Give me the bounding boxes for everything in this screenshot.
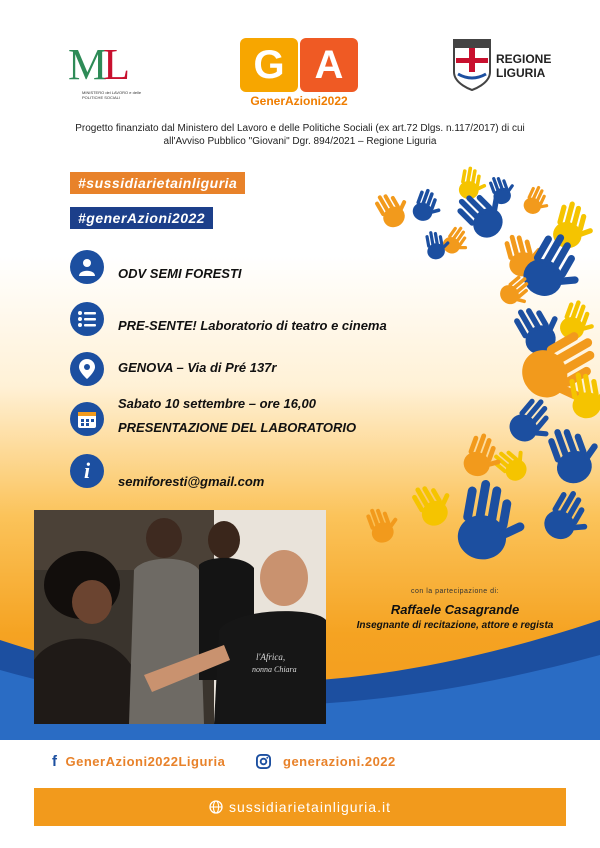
organization-name: ODV SEMI FORESTI bbox=[118, 266, 242, 281]
hashtag-generazioni: #generAzioni2022 bbox=[70, 207, 213, 229]
event-title: PRE-SENTE! Laboratorio di teatro e cinema bbox=[118, 318, 387, 333]
photo-scene bbox=[34, 510, 326, 724]
ministry-logo-caption: MINISTERO del LAVORO e delle POLITICHE SOCIALI bbox=[82, 90, 142, 100]
regione-liguria-logo bbox=[452, 38, 562, 94]
contact-email[interactable]: semiforesti@gmail.com bbox=[118, 474, 265, 489]
funding-note bbox=[60, 122, 540, 148]
hashtag-sussidiarieta: #sussidiarietainliguria bbox=[70, 172, 245, 194]
location-pin-icon bbox=[70, 352, 104, 386]
event-photo bbox=[34, 510, 326, 724]
ministry-logo-letters: ML bbox=[68, 40, 127, 89]
user-icon bbox=[70, 250, 104, 284]
hands-decoration bbox=[360, 165, 600, 585]
footer-website-bar[interactable] bbox=[34, 788, 566, 826]
event-type: PRESENTAZIONE DEL LABORATORIO bbox=[118, 420, 357, 435]
facebook-handle: GenerAzioni2022Liguria bbox=[65, 753, 226, 769]
info-icon: i bbox=[70, 454, 104, 488]
guest-name: Raffaele Casagrande bbox=[390, 602, 520, 617]
regione-logo-line1: REGIONE bbox=[496, 52, 552, 66]
guest-role: Insegnante di recitazione, attore e regista bbox=[356, 620, 554, 631]
footer-website: sussidiarietainliguria.it bbox=[229, 799, 391, 815]
instagram-link[interactable] bbox=[256, 752, 396, 770]
regione-logo-text bbox=[496, 52, 551, 80]
list-icon bbox=[70, 302, 104, 336]
funding-note-line2: all'Avviso Pubblico "Giovani" Dgr. 894/2021 – Regione Liguria bbox=[163, 136, 437, 147]
regione-shield-icon bbox=[452, 38, 492, 92]
guest-intro: con la partecipazione di: bbox=[411, 588, 499, 595]
ga-logo-g: G bbox=[240, 38, 298, 92]
funding-note-line1: Progetto finanziato dal Ministero del Lavoro e delle Politiche Sociali (ex art.72 Dlgs. n.117/2017) di cui bbox=[75, 123, 525, 134]
instagram-icon bbox=[256, 754, 271, 769]
globe-icon bbox=[209, 800, 223, 814]
event-date-time: Sabato 10 settembre – ore 16,00 bbox=[118, 396, 316, 411]
ga-logo-caption: GenerAzioni2022 bbox=[250, 94, 348, 108]
calendar-icon bbox=[70, 402, 104, 436]
shirt-text-1: l'Africa, bbox=[256, 652, 286, 662]
ministry-logo bbox=[68, 42, 148, 104]
ga-logo-a: A bbox=[300, 38, 358, 92]
instagram-handle: generazioni.2022 bbox=[283, 753, 396, 769]
event-location: GENOVA – Via di Pré 137r bbox=[118, 360, 277, 375]
regione-logo-line2: LIGURIA bbox=[496, 66, 546, 80]
generazioni-logo bbox=[240, 38, 358, 110]
shirt-text-2: nonna Chiara bbox=[252, 665, 297, 674]
facebook-icon: f bbox=[52, 752, 58, 770]
facebook-link[interactable] bbox=[52, 752, 225, 770]
